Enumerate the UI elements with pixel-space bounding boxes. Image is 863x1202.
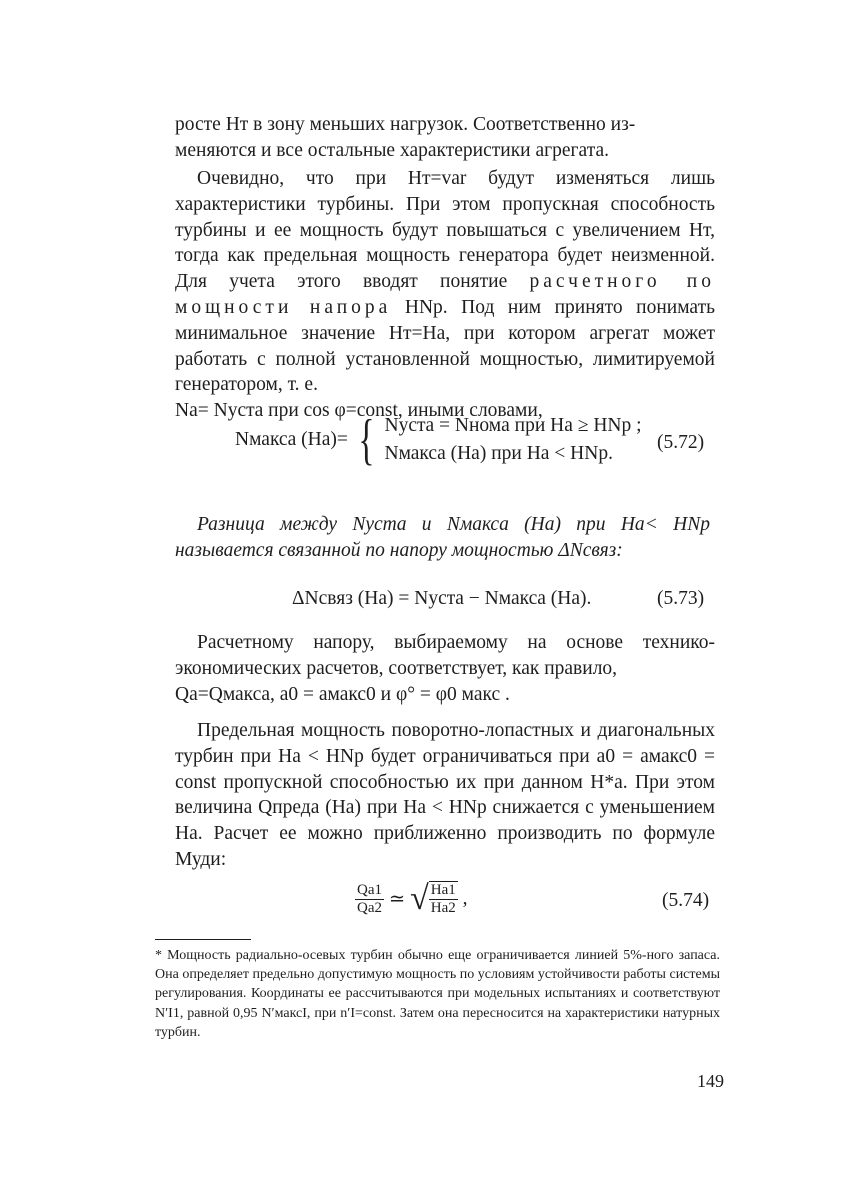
- equation-5-74-lhs-fraction: [355, 882, 384, 917]
- paragraph-4-text: Предельная мощность поворотно-лопастных и диагональных турбин при Hа < HNр будет ограничиваться при a0 = aмакс0 = const пропускной способностью их при данном H*а. При этом величина Qпредa (Hа) при Hа < HNр снижается с уменьшением Hа. Расчет ее можно приближенно производить по формуле Муди:: [175, 720, 715, 870]
- paragraph-3: [175, 630, 715, 707]
- paragraph-4: [175, 718, 715, 873]
- equation-5-72-case-2: Nмаксa (Hа) при Hа < HNр.: [384, 443, 613, 464]
- equation-5-72-number: (5.72): [657, 432, 705, 453]
- equation-5-72: [235, 409, 642, 471]
- equation-5-74-approx: ≃: [388, 889, 406, 910]
- square-root-icon: √: [410, 880, 429, 917]
- equation-5-72-cases: [384, 412, 641, 468]
- equation-5-74-comma: ,: [462, 888, 468, 909]
- equation-5-74-rhs-fraction: [429, 882, 458, 917]
- equation-5-74-rhs-numerator: Hа1: [430, 882, 456, 898]
- paragraph-1-line-2: меняются и все остальные характеристики агрегата.: [175, 139, 609, 161]
- paragraph-2-last-line: Nа= Nустa при cos φ=const, иными словами,: [175, 400, 543, 422]
- definition-text: Разница между Nустa и Nмаксa (Hа) при Hа< HNр называется связанной по напору мощностью ΔNсвяз:: [175, 514, 710, 561]
- equation-5-74-radical: [410, 880, 458, 918]
- equation-5-74-lhs-numerator: Qа1: [357, 881, 382, 898]
- equation-5-72-case-1: Nустa = Nномa при Hа ≥ HNр ;: [384, 415, 642, 436]
- footnote: * Мощность радиально-осевых турбин обычно еще ограничивается линией 5%-ного запаса. Она определяет предельно допустимую мощность по условиям устойчивости работы системы регулирования. Координаты ее рассчитываются при модельных испытаниях и соответствуют N′I1, равной 0,95 N′максI, при n′I=const. Затем она пересносится на характеристики натурных турбин.: [155, 948, 720, 1040]
- paragraph-3-formula: Qа=Qмаксa, a0 = aмакс0 и φ° = φ0 макс .: [175, 683, 510, 705]
- brace-icon: {: [358, 409, 375, 471]
- paragraph-2-body: [175, 166, 715, 398]
- equation-5-74: [355, 880, 468, 918]
- paragraph-2-part-2: HNр. Под ним принято понимать минимальное значение Hт=Hа, при котором агрегат может работать с полной установленной мощностью, лимитируемой генератором, т. е.: [175, 296, 715, 396]
- equation-5-73-number: (5.73): [657, 588, 705, 609]
- paragraph-1: [175, 112, 715, 164]
- paragraph-2: [175, 166, 715, 424]
- spaced-term: расчетного по мощности напора: [175, 271, 715, 318]
- equation-5-74-number: (5.74): [662, 890, 710, 911]
- paragraph-1-line-1: росте Hт в зону меньших нагрузок. Соответственно из-: [175, 114, 636, 135]
- footnote-divider: [155, 939, 251, 940]
- equation-5-74-rhs-denominator: Hа2: [430, 900, 456, 916]
- equation-5-72-lhs: Nмаксa (Hа)=: [235, 429, 348, 450]
- equation-5-73: ΔNсвяз (Hа) = Nустa − Nмаксa (Hа).: [292, 588, 592, 609]
- paragraph-3-text: Расчетному напору, выбираемому на основе технико-экономических расчетов, соответствует, как правило,: [175, 632, 715, 679]
- equation-5-74-lhs-denominator: Qа2: [357, 899, 382, 916]
- paragraph-2-part-1: Очевидно, что при Hт=var будут изменяться лишь характеристики турбины. При этом пропускная способность турбины и ее мощность будут повышаться с увеличением Hт, тогда как предельная мощность генератора будет неизменной. Для учета этого вводят понятие: [175, 168, 715, 293]
- page-number: 149: [697, 1071, 724, 1091]
- definition: [175, 512, 710, 564]
